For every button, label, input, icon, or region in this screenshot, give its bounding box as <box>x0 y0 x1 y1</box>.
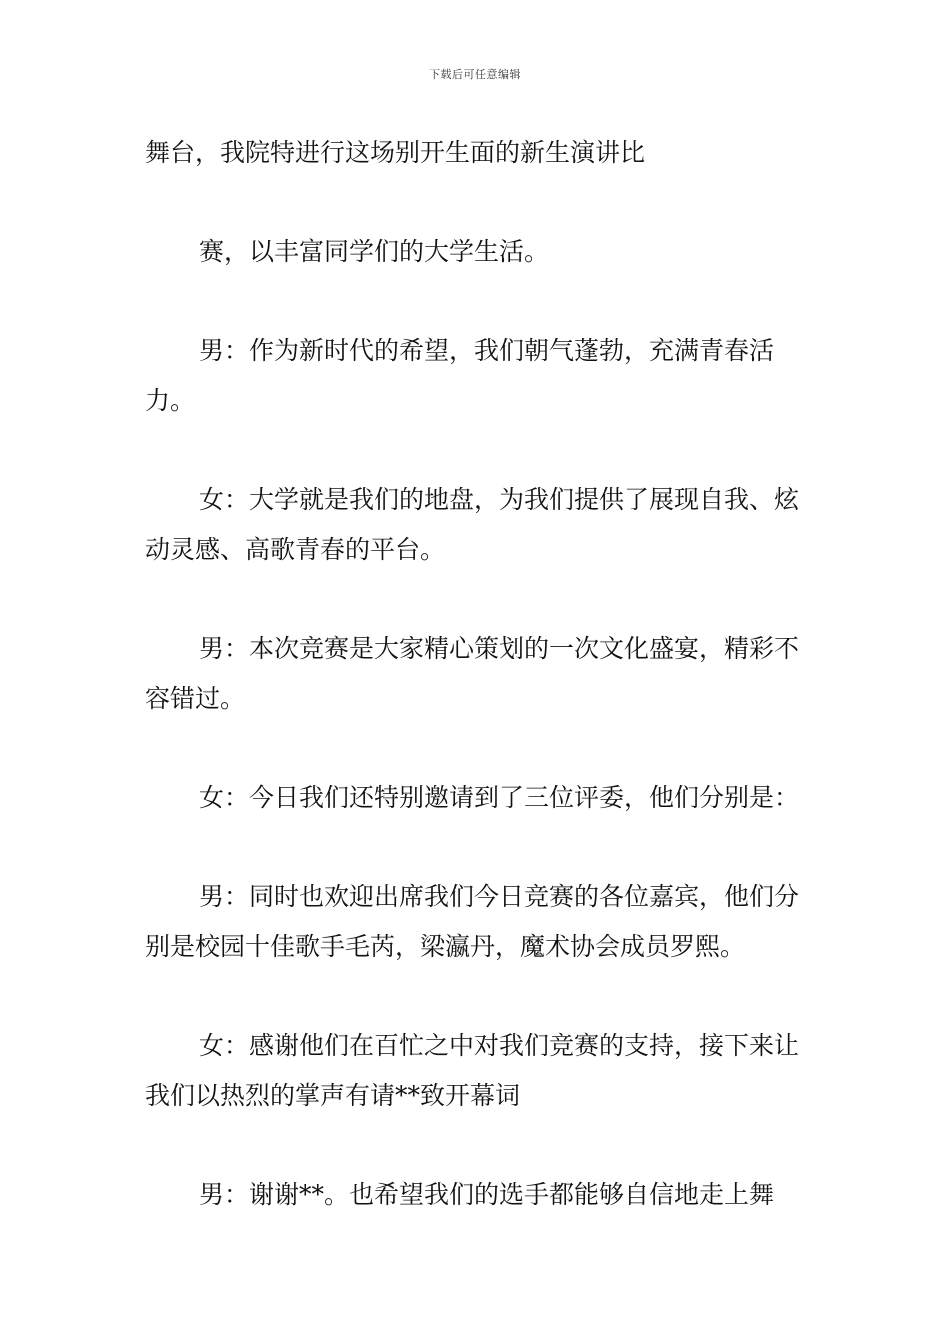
paragraph-4: 女：大学就是我们的地盘，为我们提供了展现自我、炫动灵感、高歌青春的平台。 <box>145 485 800 564</box>
document-body <box>145 128 815 1269</box>
paragraph-3: 男：作为新时代的希望，我们朝气蓬勃，充满青春活力。 <box>145 336 775 415</box>
paragraph-2: 赛，以丰富同学们的大学生活。 <box>199 237 550 266</box>
paragraph-8: 女：感谢他们在百忙之中对我们竞赛的支持，接下来让我们以热烈的掌声有请**致开幕词 <box>145 1031 800 1110</box>
paragraph-5: 男：本次竞赛是大家精心策划的一次文化盛宴，精彩不容错过。 <box>145 634 800 713</box>
paragraph-7: 男：同时也欢迎出席我们今日竞赛的各位嘉宾，他们分别是校园十佳歌手毛芮，梁瀛丹，魔术协会成员罗熙。 <box>145 882 800 961</box>
paragraph-1: 舞台，我院特进行这场别开生面的新生演讲比 <box>145 138 646 167</box>
header-note: 下载后可任意编辑 <box>429 68 521 81</box>
paragraph-9: 男：谢谢**。也希望我们的选手都能够自信地走上舞 <box>199 1180 775 1209</box>
paragraph-6: 女：今日我们还特别邀请到了三位评委，他们分别是： <box>199 783 800 812</box>
